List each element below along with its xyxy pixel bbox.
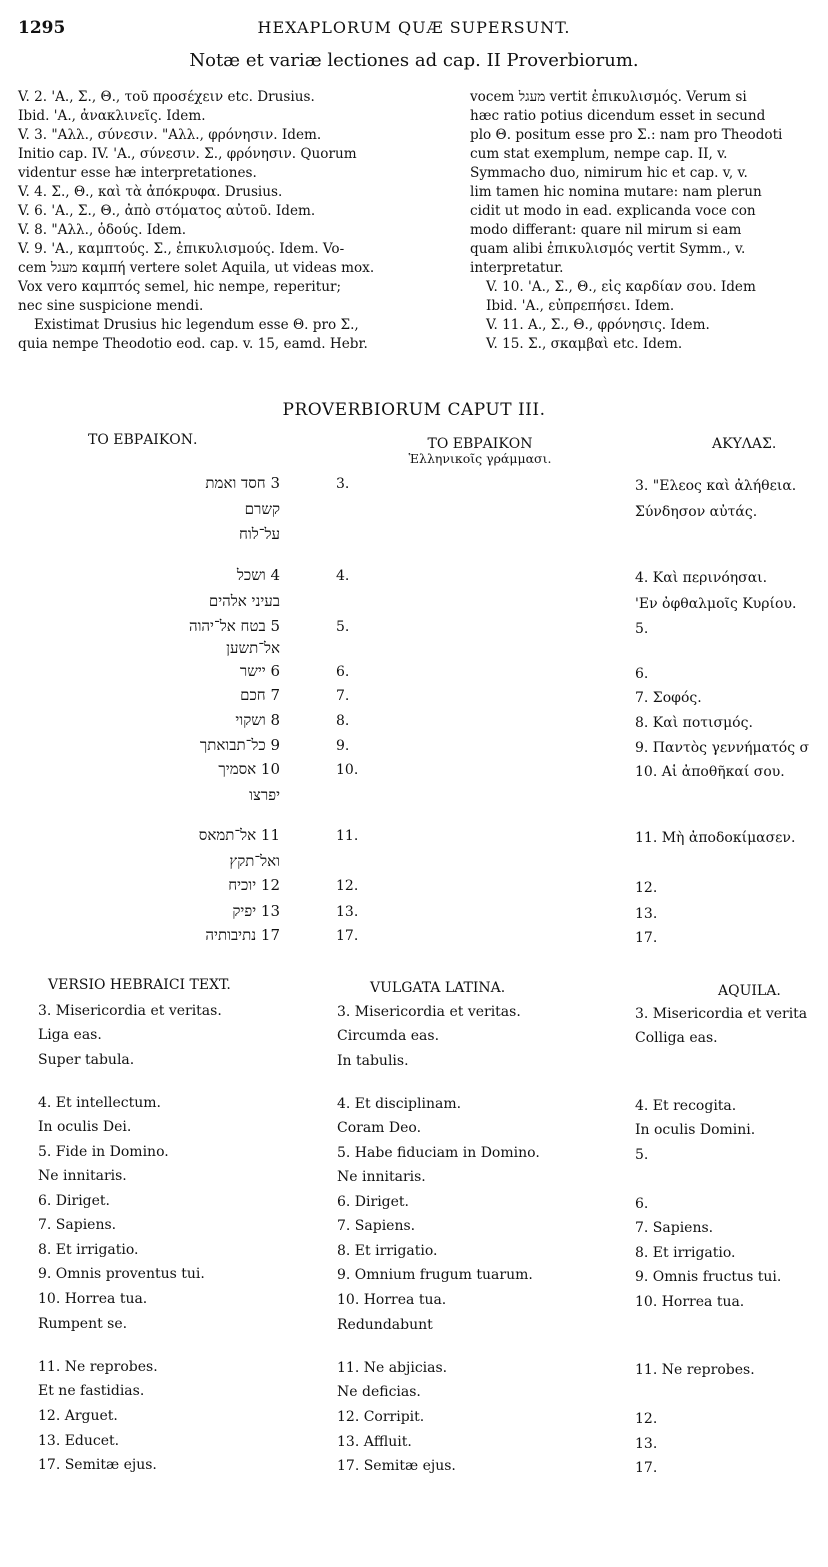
hebrew-cell: 7 חכם (240, 686, 280, 704)
latin-aquila-cell: 10. Horrea tua. (635, 1294, 745, 1310)
aquila-greek-cell: 5. (635, 621, 649, 637)
note-line: Symmacho duo, nimirum hic et cap. v, v. (470, 165, 748, 181)
note-line: V. 10. 'Α., Σ., Θ., εἰς καρδίαν σου. Idem (486, 279, 756, 295)
latin-hebrew-cell: 9. Omnis proventus tui. (38, 1266, 205, 1282)
verse-number-cell: 3. (336, 476, 350, 492)
note-line: V. 15. Σ., σκαμβαὶ etc. Idem. (486, 336, 683, 352)
verse-number-cell: 11. (336, 828, 359, 844)
latin-hebrew-cell: Super tabula. (38, 1052, 135, 1068)
aquila-greek-cell: 8. Καὶ ποτισμός. (635, 715, 753, 731)
latin-vulgate-cell: Ne innitaris. (337, 1169, 426, 1185)
latin-vulgate-cell: 17. Semitæ ejus. (337, 1458, 456, 1474)
verse-number-cell: 8. (336, 713, 350, 729)
latin-vulgate-cell: Coram Deo. (337, 1120, 422, 1136)
hebrew-cell: יפרצו (249, 786, 280, 804)
latin-hebrew-cell: 11. Ne reprobes. (38, 1359, 158, 1375)
hebrew-cell: 5 בטח אל־יהוה (188, 617, 280, 635)
latin-aquila-cell: 3. Misericordia et verita (635, 1006, 808, 1022)
note-line: nec sine suspicione mendi. (18, 298, 204, 314)
hebrew-cell: 10 אסמיך (218, 760, 280, 778)
aquila-greek-cell: 9. Παντὸς γεννήματός σ (635, 740, 810, 756)
note-line: videntur esse hæ interpretationes. (18, 165, 257, 181)
latin-aquila-cell: 8. Et irrigatio. (635, 1245, 736, 1261)
hebrew-cell: 17 נתיבותיה (205, 926, 280, 944)
verse-number-cell: 4. (336, 568, 350, 584)
chapter-title: PROVERBIORUM CAPUT III. (282, 400, 546, 420)
aquila-greek-cell: 10. Αἱ ἀποθῆκαί σου. (635, 764, 785, 780)
note-line: interpretatur. (470, 260, 564, 276)
hebrew-cell: קשרם (244, 500, 280, 518)
latin-aquila-cell: In oculis Domini. (635, 1122, 756, 1138)
latin-vulgate-cell: 13. Affluit. (337, 1434, 412, 1450)
aquila-greek-cell: 'Εν ὀφθαλμοῖς Κυρίου. (635, 596, 797, 612)
note-line: cidit ut modo in ead. explicanda voce con (470, 203, 756, 219)
header-transliterated-subtitle: Ἑλληνικοῖς γράμμασι. (408, 451, 552, 466)
verse-number-cell: 13. (336, 904, 359, 920)
latin-aquila-cell: Colliga eas. (635, 1030, 718, 1046)
latin-vulgate-cell: In tabulis. (337, 1053, 409, 1069)
hebrew-cell: ואל־תקץ (229, 852, 280, 870)
note-line: Initio cap. IV. 'Α., σύνεσιν. Σ., φρόνησιν. Quorum (18, 146, 357, 162)
latin-aquila-cell: 12. (635, 1411, 658, 1427)
latin-aquila-cell: 9. Omnis fructus tui. (635, 1269, 782, 1285)
page-number: 1295 (18, 18, 66, 38)
latin-hebrew-cell: 5. Fide in Domino. (38, 1144, 169, 1160)
latin-vulgate-cell: 7. Sapiens. (337, 1218, 416, 1234)
aquila-greek-cell: 3. "Ελεος καὶ ἀλήθεια. (635, 478, 797, 494)
aquila-greek-cell: 11. Μὴ ἀποδοκίμασεν. (635, 830, 796, 846)
hebrew-cell: על־לוח (239, 525, 280, 543)
aquila-greek-cell: 17. (635, 930, 658, 946)
note-line: V. 3. "Αλλ., σύνεσιν. "Αλλ., φρόνησιν. Idem. (18, 127, 322, 143)
header-versio-hebraici: VERSIO HEBRAICI TEXT. (48, 977, 231, 993)
header-aquila-greek: ΑΚΥΛΑΣ. (712, 436, 777, 452)
hebrew-cell: אל־תשען (226, 639, 280, 657)
header-transliterated-title: ΤΟ ΕΒΡΑΙΚΟΝ (427, 436, 533, 452)
hebrew-cell: 13 יפיק (232, 902, 280, 920)
latin-vulgate-cell: 6. Diriget. (337, 1194, 410, 1210)
latin-hebrew-cell: Ne innitaris. (38, 1168, 127, 1184)
latin-aquila-cell: 11. Ne reprobes. (635, 1362, 755, 1378)
aquila-greek-cell: 12. (635, 880, 658, 896)
latin-hebrew-cell: In oculis Dei. (38, 1119, 132, 1135)
hebrew-cell: בעיני אלהים (208, 592, 280, 610)
latin-vulgate-cell: 3. Misericordia et veritas. (337, 1004, 521, 1020)
note-line: V. 8. "Αλλ., ὁδούς. Idem. (18, 222, 187, 238)
hebrew-cell: 8 ושקוי (235, 711, 280, 729)
verse-number-cell: 9. (336, 738, 350, 754)
note-line: cum stat exemplum, nempe cap. II, v. (470, 146, 728, 162)
aquila-greek-cell: 6. (635, 666, 649, 682)
note-line: V. 11. Α., Σ., Θ., φρόνησις. Idem. (486, 317, 710, 333)
notes-left-column (18, 88, 450, 354)
header-hebrew-text: ΤΟ ΕΒΡΑΙΚΟΝ. (88, 432, 198, 448)
header-vulgata: VULGATA LATINA. (370, 980, 506, 996)
aquila-greek-cell: 13. (635, 906, 658, 922)
verse-number-cell: 6. (336, 664, 350, 680)
latin-hebrew-cell: 3. Misericordia et veritas. (38, 1003, 222, 1019)
latin-hebrew-cell: 4. Et intellectum. (38, 1095, 161, 1111)
latin-vulgate-cell: 10. Horrea tua. (337, 1292, 447, 1308)
note-line: cem מעגל καμπή vertere solet Aquila, ut videas mox. (18, 260, 375, 276)
latin-aquila-cell: 5. (635, 1147, 649, 1163)
latin-aquila-cell: 7. Sapiens. (635, 1220, 714, 1236)
latin-aquila-cell: 4. Et recogita. (635, 1098, 737, 1114)
latin-hebrew-cell: Et ne fastidias. (38, 1383, 145, 1399)
verse-number-cell: 17. (336, 928, 359, 944)
note-line: Existimat Drusius hic legendum esse Θ. pro Σ., (34, 317, 359, 333)
latin-vulgate-cell: 5. Habe fiduciam in Domino. (337, 1145, 540, 1161)
latin-vulgate-cell: 8. Et irrigatio. (337, 1243, 438, 1259)
hebrew-cell: 4 ושכל (236, 566, 280, 584)
latin-hebrew-cell: Liga eas. (38, 1027, 102, 1043)
note-line: V. 2. 'Α., Σ., Θ., τοῦ προσέχειν etc. Drusius. (18, 89, 315, 105)
notes-right-column (470, 88, 828, 354)
note-line: modo differant: quare nil mirum si eam (470, 222, 742, 238)
note-line: plo Θ. positum esse pro Σ.: nam pro Theodoti (470, 127, 783, 143)
latin-aquila-cell: 13. (635, 1436, 658, 1452)
header-aquila-latin: AQUILA. (718, 983, 781, 999)
latin-aquila-cell: 17. (635, 1460, 658, 1476)
aquila-greek-cell: 4. Καὶ περινόησαι. (635, 570, 768, 586)
verse-number-cell: 10. (336, 762, 359, 778)
latin-vulgate-cell: Circumda eas. (337, 1028, 440, 1044)
hebrew-cell: 9 כל־תבואתך (199, 736, 280, 754)
hebrew-cell: 12 יוכיח (228, 876, 280, 894)
latin-hebrew-cell: 10. Horrea tua. (38, 1291, 148, 1307)
latin-hebrew-cell: 8. Et irrigatio. (38, 1242, 139, 1258)
verse-number-cell: 12. (336, 878, 359, 894)
note-line: Ibid. 'Α., ἀνακλινεῖς. Idem. (18, 108, 206, 124)
note-line: vocem מעגל vertit ἐπικυλισμός. Verum si (470, 89, 747, 105)
note-line: hæc ratio potius dicendum esset in secund (470, 108, 766, 124)
running-title: HEXAPLORUM QUÆ SUPERSUNT. (257, 18, 571, 37)
note-line: quia nempe Theodotio eod. cap. v. 15, eamd. Hebr. (18, 336, 368, 352)
latin-vulgate-cell: 9. Omnium frugum tuarum. (337, 1267, 533, 1283)
aquila-greek-cell: 7. Σοφός. (635, 690, 702, 706)
latin-hebrew-cell: Rumpent se. (38, 1316, 128, 1332)
note-line: quam alibi ἐπικυλισμός vertit Symm., v. (470, 241, 746, 257)
notes-title: Notæ et variæ lectiones ad cap. II Proverbiorum. (189, 50, 639, 71)
latin-vulgate-cell: 12. Corripit. (337, 1409, 425, 1425)
latin-hebrew-cell: 17. Semitæ ejus. (38, 1457, 157, 1473)
latin-vulgate-cell: 4. Et disciplinam. (337, 1096, 462, 1112)
aquila-greek-cell: Σύνδησον αὐτάς. (635, 504, 758, 520)
latin-aquila-cell: 6. (635, 1196, 649, 1212)
latin-vulgate-cell: Redundabunt (337, 1317, 433, 1333)
note-line: lim tamen hic nomina mutare: nam plerun (470, 184, 762, 200)
note-line: V. 4. Σ., Θ., καὶ τὰ ἀπόκρυφα. Drusius. (18, 184, 283, 200)
hebrew-cell: 11 אל־תמאס (198, 826, 280, 844)
latin-hebrew-cell: 13. Educet. (38, 1433, 120, 1449)
header-transliterated (390, 436, 570, 466)
note-line: V. 6. 'Α., Σ., Θ., ἀπὸ στόματος αὐτοῦ. Idem. (18, 203, 316, 219)
hebrew-cell: 3 חסד ואמת (205, 474, 280, 492)
hebrew-cell: 6 יישר (239, 662, 280, 680)
latin-hebrew-cell: 6. Diriget. (38, 1193, 111, 1209)
note-line: Vox vero καμπτός semel, hic nempe, reperitur; (18, 279, 342, 295)
latin-hebrew-cell: 7. Sapiens. (38, 1217, 117, 1233)
latin-hebrew-cell: 12. Arguet. (38, 1408, 118, 1424)
note-line: Ibid. 'Α., εὐπρεπήσει. Idem. (486, 298, 675, 314)
verse-number-cell: 5. (336, 619, 350, 635)
latin-vulgate-cell: 11. Ne abjicias. (337, 1360, 448, 1376)
note-line: V. 9. 'Α., καμπτούς. Σ., ἐπικυλισμούς. Idem. Vo- (18, 241, 345, 257)
latin-vulgate-cell: Ne deficias. (337, 1384, 421, 1400)
verse-number-cell: 7. (336, 688, 350, 704)
